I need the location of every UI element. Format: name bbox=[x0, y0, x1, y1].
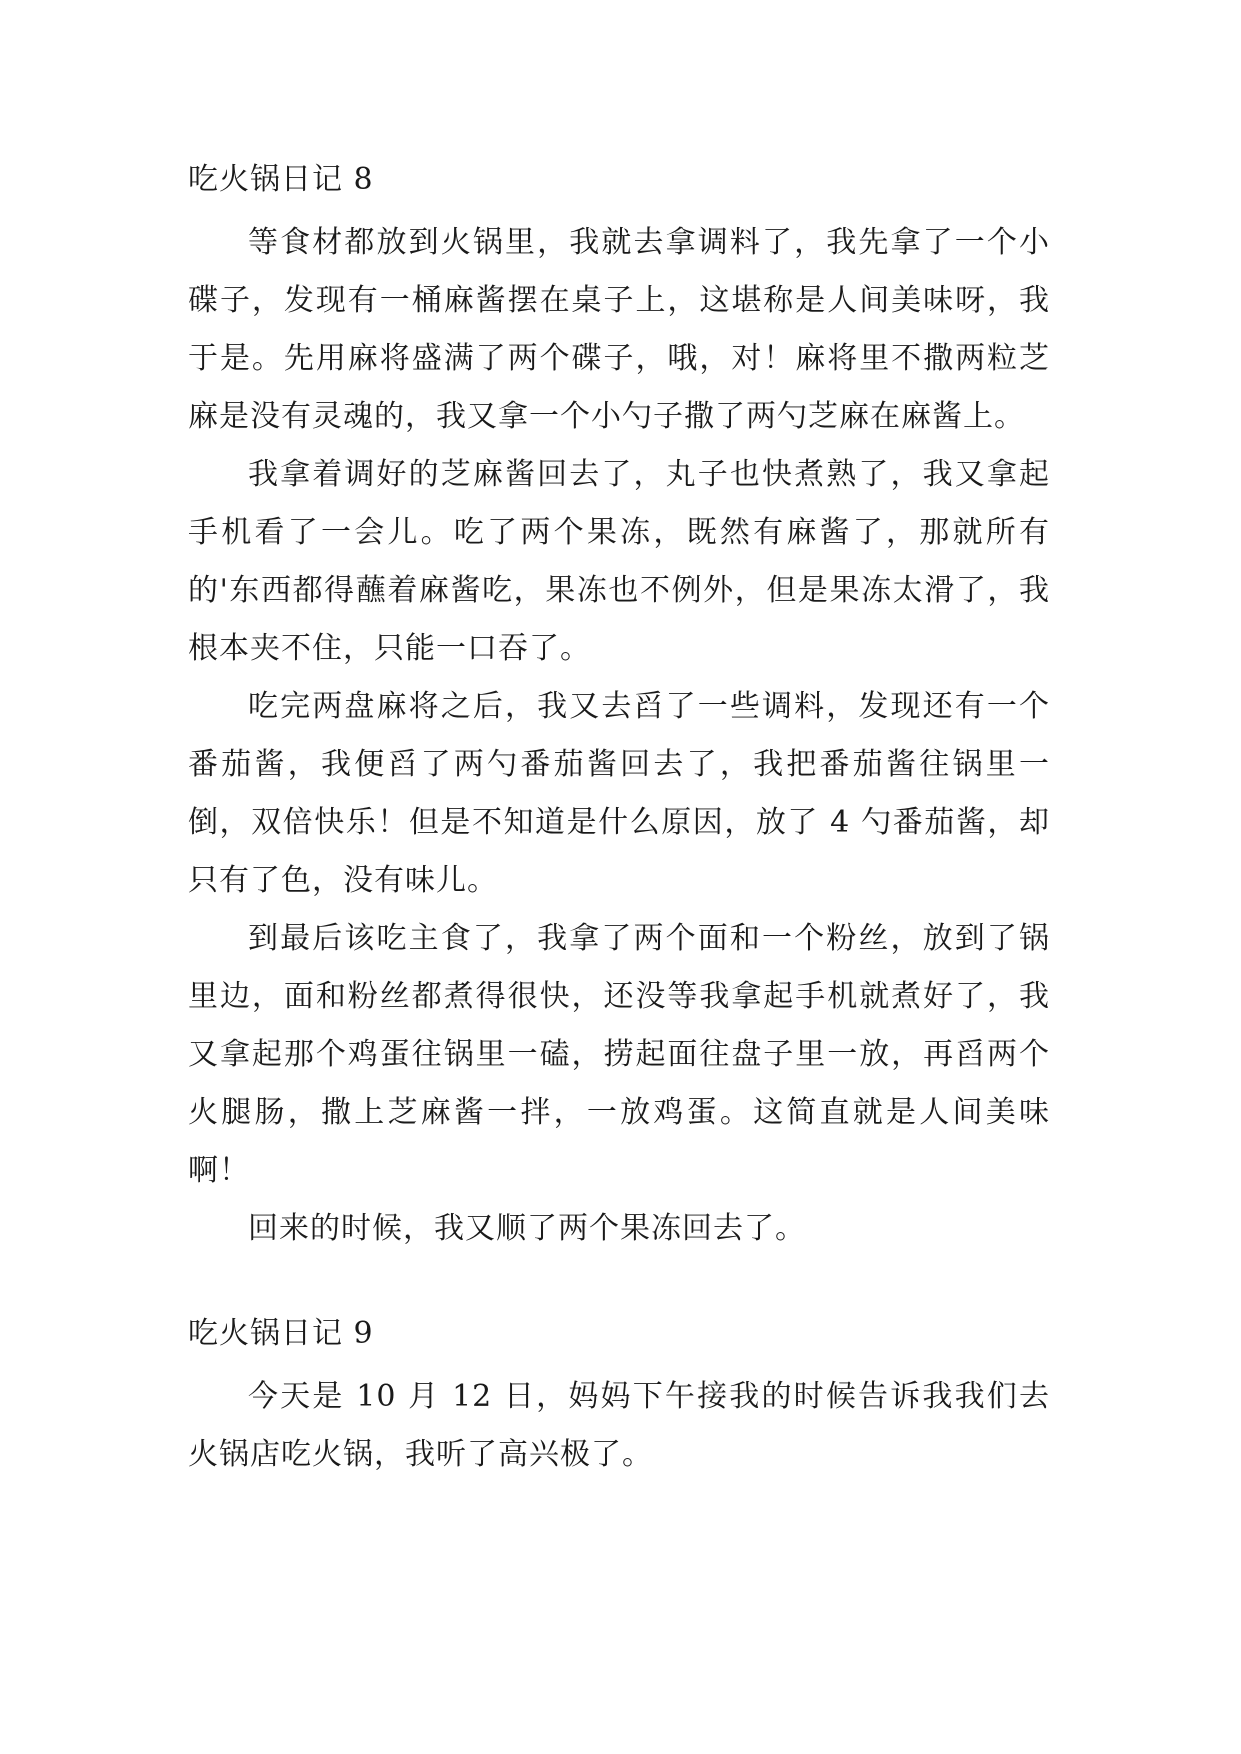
entry-title: 吃火锅日记 9 bbox=[188, 1316, 374, 1351]
paragraph: 吃完两盘麻将之后，我又去舀了一些调料，发现还有一个番茄酱，我便舀了两勺番茄酱回去了，我把番茄酱往锅里一倒，双倍快乐！但是不知道是什么原因，放了 4 勺番茄酱，却只有了色，没有味儿。 bbox=[188, 689, 1050, 898]
diary-entry-8 bbox=[188, 156, 1050, 1258]
paragraph: 回来的时候，我又顺了两个果冻回去了。 bbox=[248, 1211, 806, 1246]
document-body bbox=[188, 156, 1050, 1484]
paragraph: 等食材都放到火锅里，我就去拿调料了，我先拿了一个小碟子，发现有一桶麻酱摆在桌子上，这堪称是人间美味呀，我于是。先用麻将盛满了两个碟子，哦，对！麻将里不撒两粒芝麻是没有灵魂的，我又拿一个小勺子撒了两勺芝麻在麻酱上。 bbox=[188, 225, 1050, 434]
paragraph: 到最后该吃主食了，我拿了两个面和一个粉丝，放到了锅里边，面和粉丝都煮得很快，还没等我拿起手机就煮好了，我又拿起那个鸡蛋往锅里一磕，捞起面往盘子里一放，再舀两个火腿肠，撒上芝麻酱一拌，一放鸡蛋。这简直就是人间美味啊！ bbox=[188, 921, 1050, 1188]
diary-entry-9 bbox=[188, 1310, 1050, 1484]
entry-title: 吃火锅日记 8 bbox=[188, 162, 374, 197]
paragraph: 今天是 10 月 12 日，妈妈下午接我的时候告诉我我们去火锅店吃火锅，我听了高兴极了。 bbox=[188, 1379, 1050, 1472]
paragraph: 我拿着调好的芝麻酱回去了，丸子也快煮熟了，我又拿起手机看了一会儿。吃了两个果冻，既然有麻酱了，那就所有的'东西都得蘸着麻酱吃，果冻也不例外，但是果冻太滑了，我根本夹不住，只能一口吞了。 bbox=[188, 457, 1050, 666]
